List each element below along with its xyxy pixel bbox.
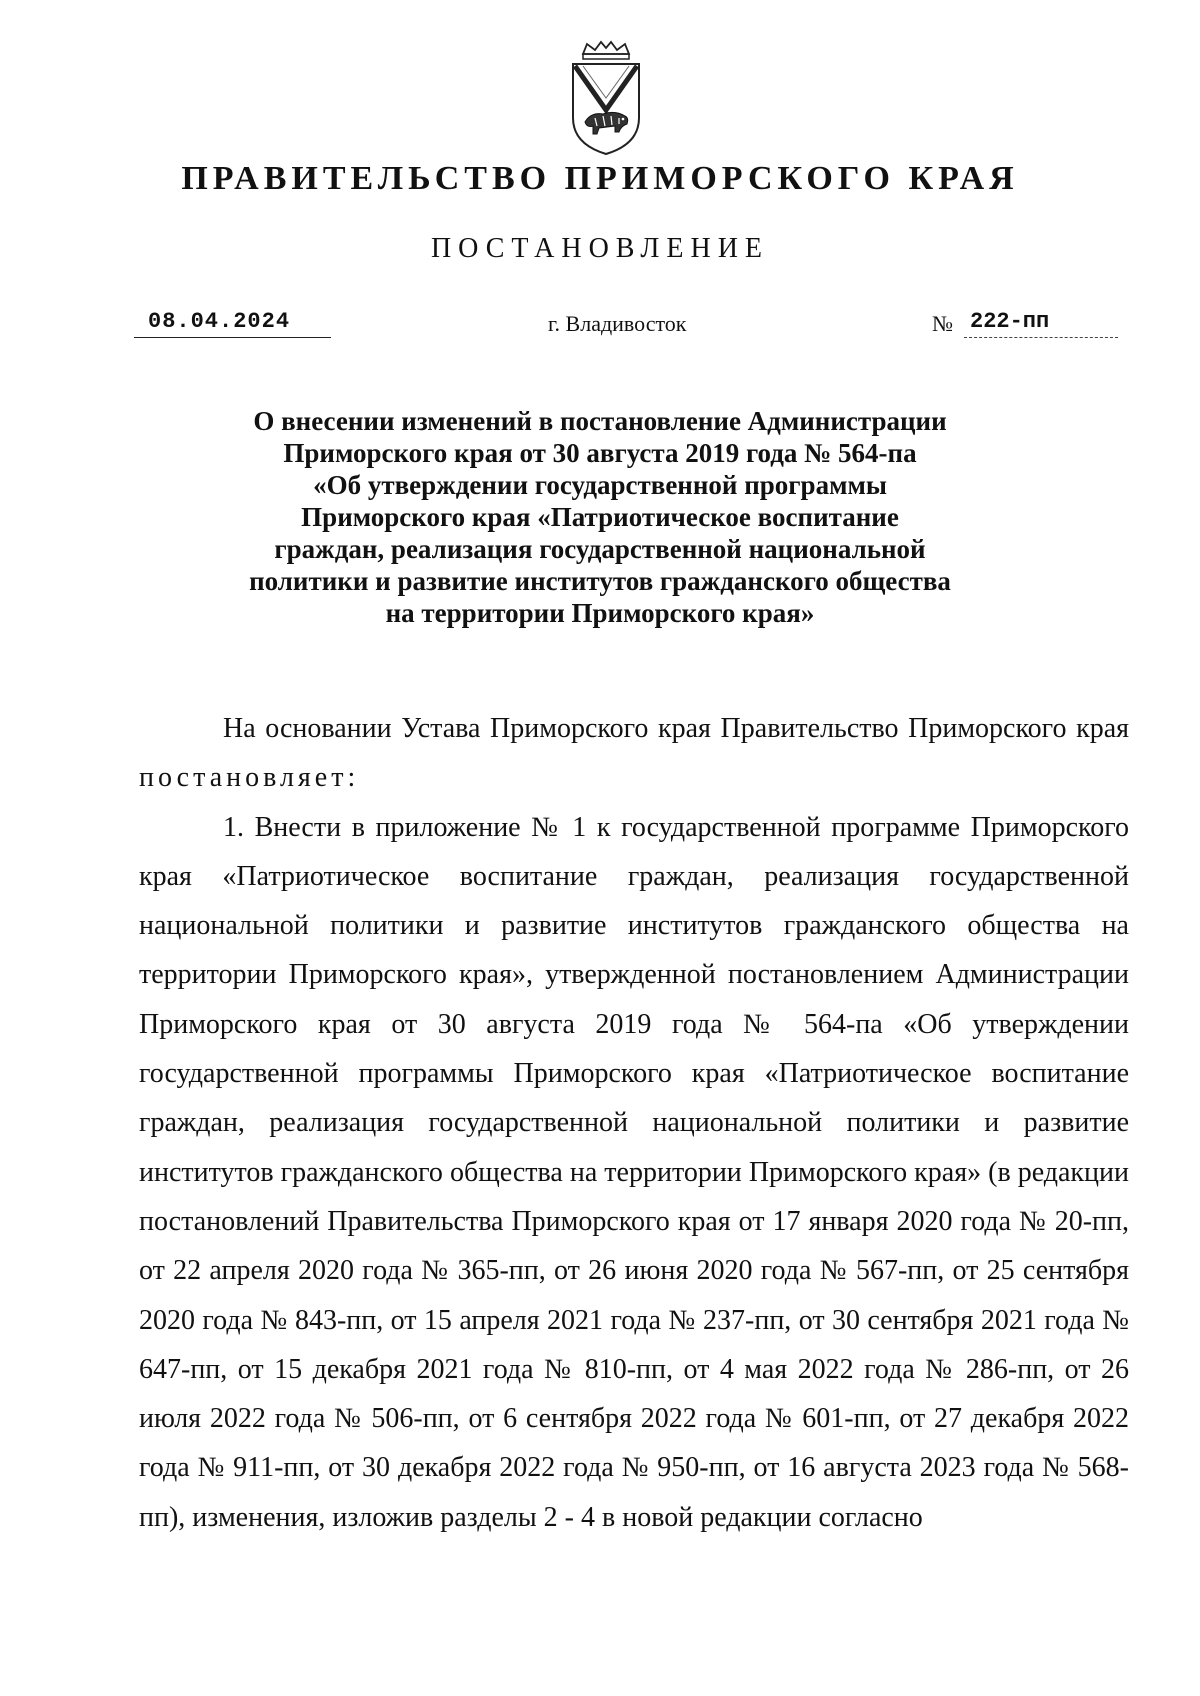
subject-line: на территории Приморского края»: [385, 598, 815, 628]
subject-line: Приморского края «Патриотическое воспитание: [301, 502, 899, 532]
document-date: 08.04.2024: [134, 307, 331, 338]
paragraph-text: На основании Устава Приморского края Правительство Приморского края: [223, 713, 1129, 744]
document-number: 222-пп: [964, 307, 1118, 338]
document-type: ПОСТАНОВЛЕНИЕ: [430, 233, 770, 264]
subject-line: граждан, реализация государственной национальной: [274, 534, 926, 564]
document-body: [139, 704, 1129, 1542]
subject-line: «Об утверждении государственной программы: [313, 470, 887, 500]
government-title: ПРАВИТЕЛЬСТВО ПРИМОРСКОГО КРАЯ: [181, 160, 1019, 197]
subject-line: Приморского края от 30 августа 2019 года № 564-па: [283, 438, 917, 468]
subject-line: политики и развитие институтов гражданского общества: [249, 566, 951, 596]
document-meta: [0, 307, 1200, 347]
number-sign: №: [932, 311, 953, 336]
document-subject: [150, 405, 1050, 629]
decree-word: постановляет:: [139, 762, 360, 794]
body-paragraph-1: [139, 704, 1129, 803]
body-paragraph-2: 1. Внести в приложение № 1 к государственной программе Приморского края «Патриотическое воспитание граждан, реализация государственной национальной политики и развитие институтов гражданского общества на территории Приморского края», утвержденной постановлением Администрации Приморского края от 30 августа 2019 года № 564-па «Об утверждении государственной программы Приморского края «Патриотическое воспитание граждан, реализация государственной национальной политики и развитие институтов гражданского общества на территории Приморского края» (в редакции постановлений Правительства Приморского края от 17 января 2020 года № 20-пп, от 22 апреля 2020 года № 365-пп, от 26 июня 2020 года № 567-пп, от 25 сентября 2020 года № 843-пп, от 15 апреля 2021 года № 237-пп, от 30 сентября 2021 года № 647-пп, от 15 декабря 2021 года № 810-пп, от 4 мая 2022 года № 286-пп, от 26 июля 2022 года № 506-пп, от 6 сентября 2022 года № 601-пп, от 27 декабря 2022 года № 911-пп, от 30 декабря 2022 года № 950-пп, от 16 августа 2023 года № 568-пп), изменения, изложив разделы 2 - 4 в новой редакции согласно: [139, 811, 1129, 1533]
document-city: г. Владивосток: [548, 311, 687, 336]
primorsky-krai-coat-of-arms-icon: [565, 40, 647, 158]
subject-line: О внесении изменений в постановление Администрации: [253, 406, 947, 436]
